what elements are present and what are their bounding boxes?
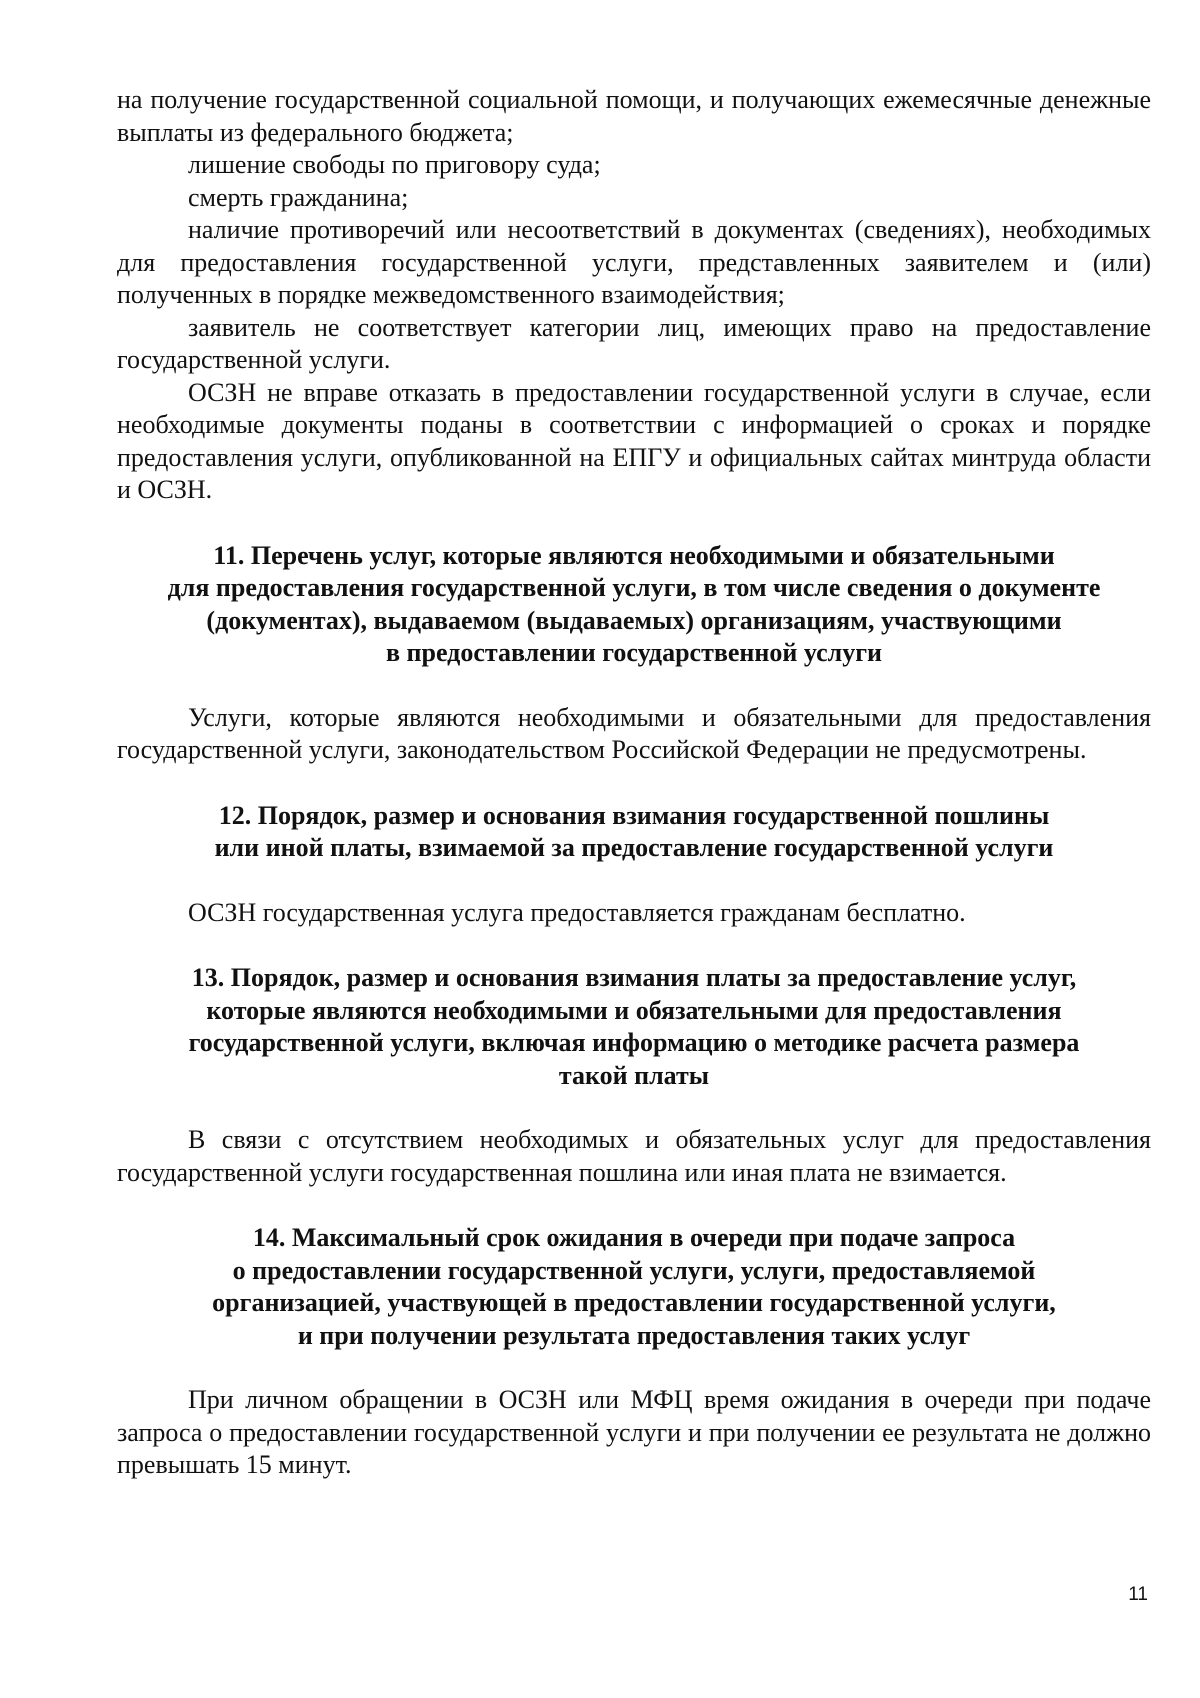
section-title-line: для предоставления государственной услуги, в том числе сведения о документе bbox=[167, 573, 1101, 602]
document-body bbox=[117, 84, 1151, 1482]
section-13-body: В связи с отсутствием необходимых и обязательных услуг для предоставления государственной услуги государственная пошлина или иная плата не взимается. bbox=[117, 1125, 1151, 1187]
section-title-line: такой платы bbox=[558, 1060, 710, 1090]
section-title-line: организацией, участвующей в предоставлении государственной услуги, bbox=[212, 1288, 1056, 1317]
section-title-line: 14. Максимальный срок ожидания в очереди при подаче запроса bbox=[252, 1223, 1016, 1252]
section-14-body: При личном обращении в ОСЗН или МФЦ время ожидания в очереди при подаче запроса о предоставлении государственной услуги и при получении ее результата не должно превышать 15 минут. bbox=[117, 1385, 1151, 1479]
intro-continuation: на получение государственной социальной помощи, и получающих ежемесячные денежные выплаты из федерального бюджета; bbox=[117, 85, 1151, 147]
intro-item: ОСЗН не вправе отказать в предоставлении государственной услуги в случае, если необходимые документы поданы в соответствии с информацией о сроках и порядке предоставления услуги, опубликованной на ЕПГУ и официальных сайтах минтруда области и ОСЗН. bbox=[117, 377, 1151, 504]
page-number: 11 bbox=[1128, 1584, 1148, 1605]
section-11-title bbox=[117, 540, 1151, 670]
section-title-line: в предоставлении государственной услуги bbox=[385, 638, 882, 667]
section-12-body: ОСЗН государственная услуга предоставляется гражданам бесплатно. bbox=[188, 897, 966, 927]
section-title-line: которые являются необходимыми и обязательными для предоставления bbox=[206, 995, 1062, 1025]
section-12-title bbox=[117, 800, 1151, 865]
section-14-title bbox=[117, 1222, 1151, 1352]
section-title-line: государственной услуги, включая информацию о методике расчета размера bbox=[188, 1028, 1080, 1057]
section-13-title bbox=[117, 962, 1151, 1092]
section-title-line: или иной платы, взимаемой за предоставление государственной услуги bbox=[214, 833, 1054, 862]
intro-item: наличие противоречий или несоответствий в документах (сведениях), необходимых для предоставления государственной услуги, представленных заявителем и (или) полученных в порядке межведомственного взаимодействия; bbox=[117, 215, 1151, 309]
section-title-line: 13. Порядок, размер и основания взимания платы за предоставление услуг, bbox=[191, 963, 1077, 992]
intro-item: лишение свободы по приговору суда; bbox=[188, 150, 601, 179]
section-title-line: о предоставлении государственной услуги, услуги, предоставляемой bbox=[232, 1255, 1036, 1285]
section-title-line: 11. Перечень услуг, которые являются необходимыми и обязательными bbox=[213, 540, 1055, 570]
intro-item: заявитель не соответствует категории лиц, имеющих право на предоставление государственной услуги. bbox=[117, 312, 1151, 374]
section-title-line: 12. Порядок, размер и основания взимания государственной пошлины bbox=[218, 800, 1050, 830]
section-11-body: Услуги, которые являются необходимыми и обязательными для предоставления государственной услуги, законодательством Российской Федерации не предусмотрены. bbox=[117, 702, 1151, 764]
section-title-line: (документах), выдаваемом (выдаваемых) организациям, участвующими bbox=[206, 605, 1062, 635]
intro-item: смерть гражданина; bbox=[188, 182, 409, 212]
section-title-line: и при получении результата предоставления таких услуг bbox=[297, 1320, 971, 1350]
